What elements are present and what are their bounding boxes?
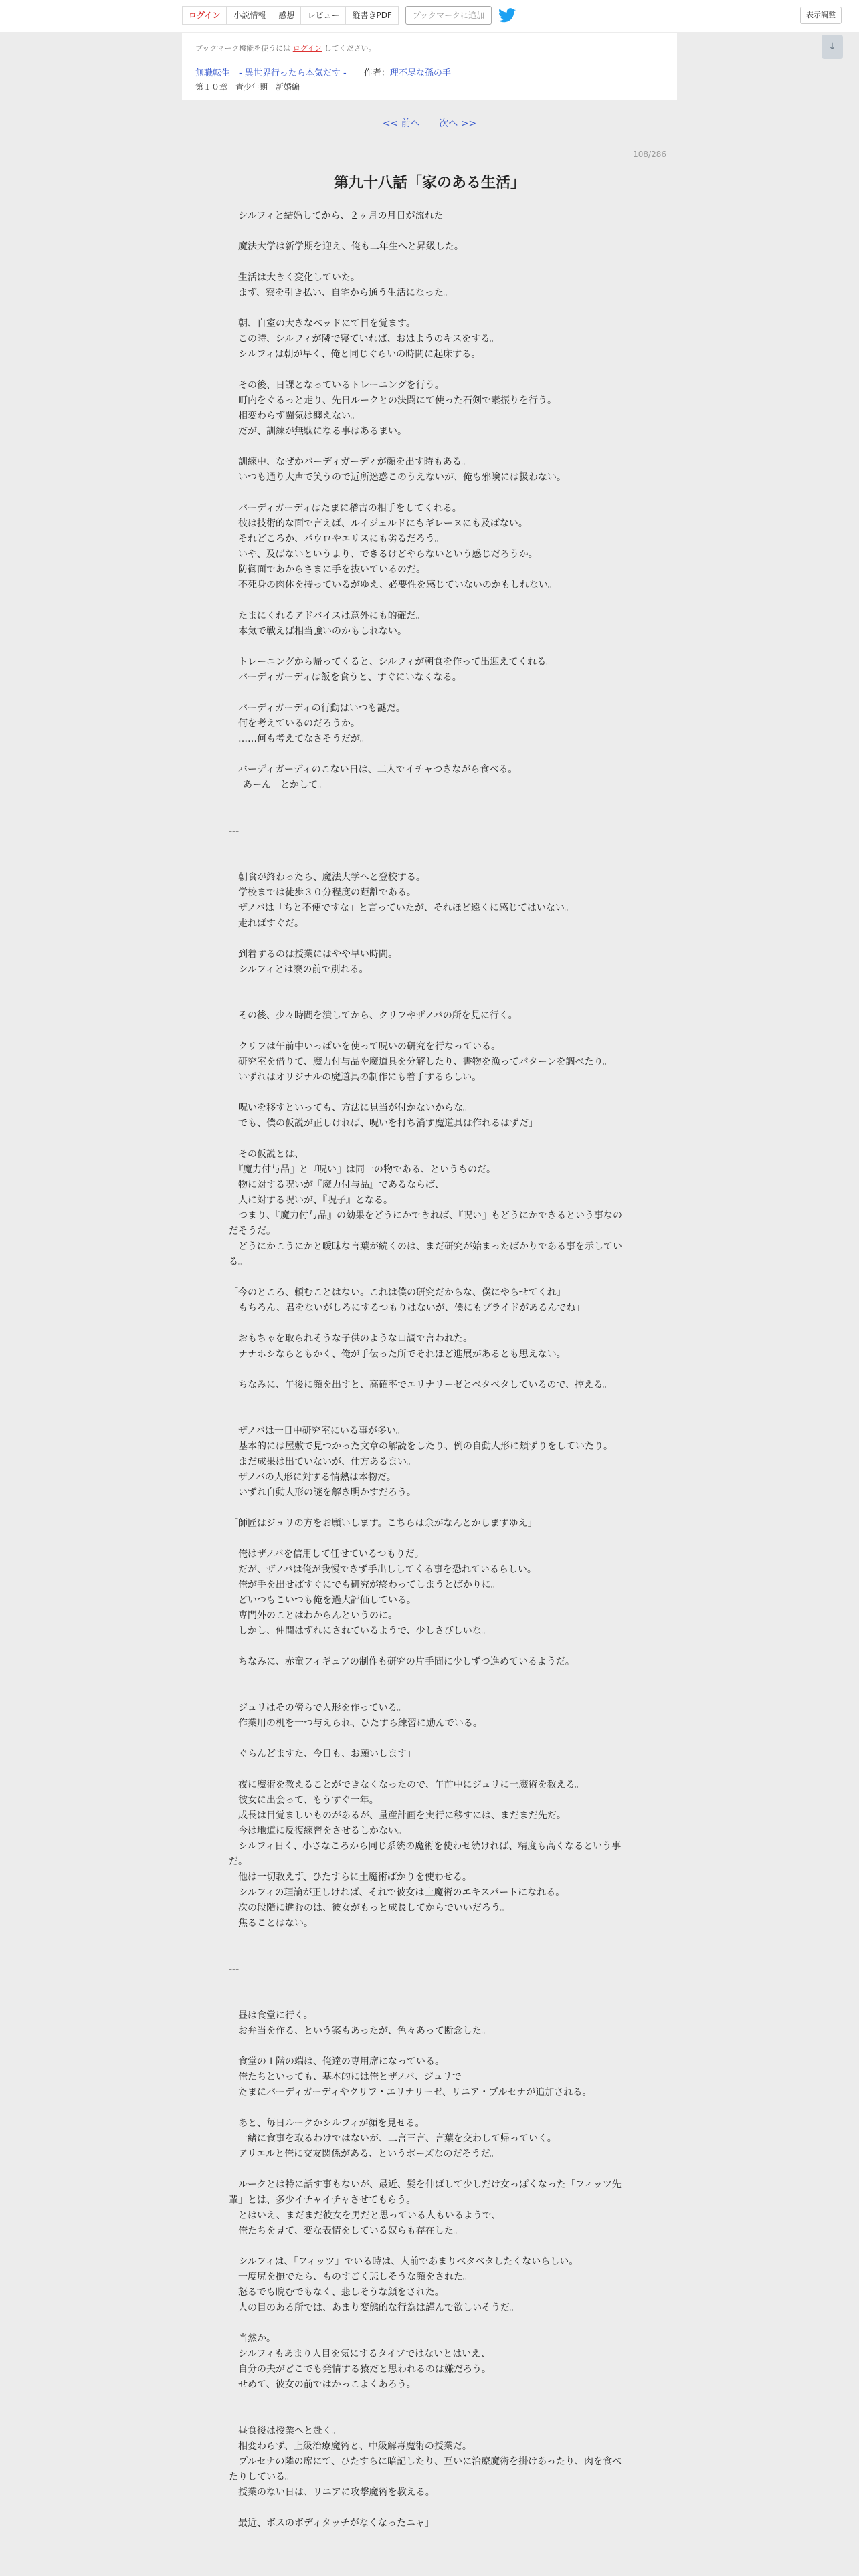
- body-paragraph: 「あーん」とかして。: [229, 780, 327, 790]
- body-paragraph: その仮説とは、: [229, 1149, 304, 1160]
- body-paragraph: だが、ザノバは俺が我慢できず手出ししてくる事を恐れているらしい。: [229, 1564, 537, 1575]
- nav-vertical-pdf[interactable]: 縦書きPDF: [345, 6, 398, 25]
- arrow-down-icon: ↓: [828, 41, 836, 52]
- add-bookmark-button[interactable]: ブックマークに追加: [405, 6, 492, 25]
- body-paragraph: [229, 1977, 630, 1993]
- body-paragraph: 昼は食堂に行く。: [229, 2010, 313, 2021]
- body-paragraph: 不死身の肉体を持っているがゆえ、必要性を感じていないのかもしれない。: [229, 580, 557, 591]
- body-paragraph: [229, 439, 630, 455]
- body-paragraph: 当然か。: [229, 2333, 276, 2344]
- body-paragraph: 相変わらず、上級治療魔術と、中級解毒魔術の授業だ。: [229, 2441, 472, 2452]
- body-paragraph: だが、訓練が無駄になる事はあるまい。: [229, 426, 407, 437]
- section-divider: ---: [229, 1964, 240, 1975]
- body-paragraph: [229, 1316, 630, 1331]
- body-paragraph: [229, 2101, 630, 2116]
- body-paragraph: とはいえ、まだまだ彼女を男だと思っている人もいるようで、: [229, 2210, 501, 2221]
- body-paragraph: 走ればすぐだ。: [229, 918, 304, 929]
- body-paragraph: 『魔力付与品』と『呪い』は同一の物である、というものだ。: [229, 1164, 496, 1175]
- body-paragraph: しかし、仲間はずれにされているようで、少しさびしいな。: [229, 1626, 491, 1636]
- body-paragraph: シルフィもあまり人目を気にするタイプではないとはいえ、: [229, 2349, 491, 2359]
- body-paragraph: [229, 301, 630, 316]
- bookmark-login-note: [195, 43, 376, 53]
- body-paragraph: [229, 2316, 630, 2331]
- body-paragraph: 「今のところ、頼むことはない。これは僕の研究だからな、僕にやらせてくれ」: [229, 1287, 566, 1298]
- body-paragraph: 学校までは徒歩３０分程度の距離である。: [229, 887, 416, 898]
- body-paragraph: ザノバは一日中研究室にいる事が多い。: [229, 1426, 405, 1436]
- nav-login[interactable]: ログイン: [182, 6, 227, 25]
- author-link[interactable]: 理不尽な孫の手: [389, 68, 451, 78]
- novel-title-line: [195, 66, 451, 78]
- body-paragraph: 魔法大学は新学期を迎え、俺も二年生へと昇級した。: [229, 241, 464, 252]
- body-paragraph: 一緒に食事を取るわけではないが、二言三言、言葉を交わして帰っていく。: [229, 2133, 557, 2144]
- body-paragraph: いずれ自動人形の謎を解き明かすだろう。: [229, 1487, 416, 1498]
- body-paragraph: バーディガーディは飯を食うと、すぐにいなくなる。: [229, 672, 462, 683]
- body-paragraph: 焦ることはない。: [229, 1918, 313, 1929]
- body-paragraph: 他は一切教えず、ひたすらに土魔術ばかりを使わせる。: [229, 1872, 472, 1883]
- body-paragraph: シルフィと結婚してから、２ヶ月の月日が流れた。: [229, 211, 453, 221]
- body-paragraph: [229, 1501, 630, 1516]
- top-navigation-bar: [0, 0, 859, 32]
- body-paragraph: [229, 2500, 630, 2516]
- novel-info-box: [182, 33, 677, 100]
- body-paragraph: いつも通り大声で笑うので近所迷惑このうえないが、俺も邪険には扱わない。: [229, 472, 566, 483]
- body-paragraph: 本気で戦えば相当強いのかもしれない。: [229, 626, 407, 637]
- body-paragraph: シルフィ日く、小さなころから同じ系統の魔術を使わせ続ければ、精度も高くなるという事だ。: [229, 1841, 622, 1867]
- body-paragraph: 基本的には屋敷で見つかった文章の解読をしたり、例の自動人形に頬ずりをしていたり。: [229, 1441, 613, 1452]
- body-paragraph: 「ぐらんどますた、今日も、お願いします」: [229, 1749, 416, 1759]
- body-paragraph: [229, 1408, 630, 1424]
- body-paragraph: たまにバーディガーディやクリフ・エリナリーゼ、リニア・プルセナが追加される。: [229, 2087, 592, 2098]
- body-paragraph: ジュリはその傍らで人形を作っている。: [229, 1703, 407, 1713]
- body-paragraph: 彼女に出会って、もうすぐ一年。: [229, 1795, 379, 1806]
- body-paragraph: その後、少々時間を潰してから、クリフやザノバの所を見に行く。: [229, 1010, 518, 1021]
- body-paragraph: 今は地道に反復練習をさせるしかない。: [229, 1826, 407, 1836]
- body-paragraph: おもちゃを取られそうな子供のような口調で言われた。: [229, 1333, 472, 1344]
- body-paragraph: [229, 747, 630, 762]
- body-paragraph: それどころか、パウロやエリスにも劣るだろう。: [229, 534, 444, 544]
- body-paragraph: シルフィは朝が早く、俺と同じぐらいの時間に起床する。: [229, 349, 481, 360]
- body-paragraph: 朝、自室の大きなベッドにて目を覚ます。: [229, 318, 415, 329]
- body-paragraph: 自分の夫がどこでも発情する猿だと思われるのは嫌だろう。: [229, 2364, 491, 2375]
- body-paragraph: トレーニングから帰ってくると、シルフィが朝食を作って出迎えてくれる。: [229, 657, 556, 667]
- twitter-icon[interactable]: [498, 8, 516, 23]
- body-paragraph: 夜に魔術を教えることができなくなったので、午前中にジュリに土魔術を教える。: [229, 1780, 585, 1790]
- section-divider: ---: [229, 826, 240, 837]
- body-paragraph: 研究室を借りて、魔力付与品や魔道具を分解したり、書物を漁ってパターンを調べたり。: [229, 1057, 613, 1067]
- body-paragraph: ちなみに、午後に顔を出すと、高確率でエリナリーゼとベタベタしているので、控える。: [229, 1380, 613, 1390]
- body-paragraph: 次の段階に進むのは、彼女がもっと成長してからでいいだろう。: [229, 1903, 510, 1913]
- body-paragraph: 町内をぐるっと走り、先日ルークとの決闘にて使った石剣で素振りを行う。: [229, 395, 557, 406]
- body-paragraph: [229, 1993, 630, 2008]
- next-page-link[interactable]: 次へ >>: [439, 118, 477, 129]
- body-paragraph: [229, 1393, 630, 1408]
- display-settings-button[interactable]: 表示調整: [800, 7, 842, 24]
- scroll-down-button[interactable]: [822, 35, 843, 59]
- body-paragraph: バーディガーディのこない日は、二人でイチャつきながら食べる。: [229, 764, 518, 775]
- body-paragraph: [229, 1931, 630, 1947]
- body-paragraph: 俺はザノバを信用して任せているつもりだ。: [229, 1549, 424, 1560]
- body-paragraph: [229, 793, 630, 809]
- body-paragraph: [229, 486, 630, 501]
- body-paragraph: せめて、彼女の前ではかっこよくあろう。: [229, 2379, 416, 2390]
- body-paragraph: [229, 809, 630, 824]
- chapter-label: 第１０章 青少年期 新婚編: [195, 82, 300, 92]
- body-paragraph: [229, 1270, 630, 1285]
- body-paragraph: [229, 1670, 630, 1685]
- body-paragraph: どいつもこいつも俺を過大評価している。: [229, 1595, 416, 1606]
- body-paragraph: [229, 1085, 630, 1101]
- body-paragraph: [229, 1024, 630, 1039]
- body-paragraph: 何を考えているのだろうか。: [229, 718, 360, 729]
- body-paragraph: [229, 639, 630, 655]
- body-paragraph: 朝食が終わったら、魔法大学へと登校する。: [229, 872, 425, 883]
- body-paragraph: 相変わらず闘気は纏えない。: [229, 411, 360, 421]
- body-paragraph: バーディガーディはたまに稽古の相手をしてくれる。: [229, 503, 462, 514]
- body-paragraph: [229, 1685, 630, 1701]
- page-count: 108/286: [633, 150, 666, 159]
- body-paragraph: [229, 932, 630, 947]
- body-paragraph: [229, 1362, 630, 1378]
- body-paragraph: [229, 2039, 630, 2054]
- body-paragraph: ザノバは「ちと不便ですな」と言っていたが、それほど遠くに感じてはいない。: [229, 903, 574, 914]
- body-paragraph: ちなみに、赤竜フィギュアの制作も研究の片手間に少しずつ進めているようだ。: [229, 1656, 575, 1667]
- body-paragraph: [229, 2239, 630, 2254]
- note-suffix: してください。: [324, 44, 376, 53]
- nav-reviews[interactable]: レビュー: [300, 6, 345, 25]
- body-paragraph: プルセナの隣の席にて、ひたすらに暗記したり、互いに治療魔術を掛けあったり、肉を食べたりしている。: [229, 2456, 622, 2482]
- body-paragraph: その後、日課となっているトレーニングを行う。: [229, 380, 444, 391]
- body-paragraph: 怒るでも睨むでもなく、悲しそうな顔をされた。: [229, 2287, 444, 2298]
- body-paragraph: 生活は大きく変化していた。: [229, 272, 360, 283]
- body-paragraph: [229, 1762, 630, 1778]
- note-prefix: ブックマーク機能を使うには: [195, 44, 291, 53]
- body-paragraph: この時、シルフィが隣で寝ていれば、おはようのキスをする。: [229, 334, 500, 344]
- body-paragraph: いや、及ばないというより、できるけどやらないという感じだろうか。: [229, 549, 538, 560]
- body-paragraph: [229, 1639, 630, 1654]
- body-paragraph: 防御面であからさまに手を抜いているのだ。: [229, 564, 425, 575]
- body-paragraph: いずれはオリジナルの魔道具の制作にも着手するらしい。: [229, 1072, 482, 1083]
- body-paragraph: 彼は技術的な面で言えば、ルイジェルドにもギレーヌにも及ばない。: [229, 518, 528, 529]
- body-paragraph: ナナホシならともかく、俺が手伝った所でそれほど進展があるとも思えない。: [229, 1349, 566, 1360]
- body-paragraph: [229, 993, 630, 1008]
- body-paragraph: シルフィとは寮の前で別れる。: [229, 964, 369, 975]
- body-paragraph: 専門外のことはわからんというのに。: [229, 1610, 397, 1621]
- body-paragraph: バーディガーディの行動はいつも謎だ。: [229, 703, 405, 714]
- body-paragraph: 俺が手を出せばすぐにでも研究が終わってしまうとばかりに。: [229, 1580, 500, 1590]
- body-paragraph: シルフィは、「フィッツ」でいる時は、人前であまりベタベタしたくないらしい。: [229, 2256, 579, 2267]
- body-paragraph: 俺たちといっても、基本的には俺とザノバ、ジュリで。: [229, 2072, 471, 2082]
- body-paragraph: アリエルと俺に交友関係がある、というポーズなのだそうだ。: [229, 2149, 500, 2159]
- body-paragraph: [229, 362, 630, 378]
- body-paragraph: 昼食後は授業へと赴く。: [229, 2426, 341, 2436]
- body-paragraph: たまにくれるアドバイスは意外にも的確だ。: [229, 611, 425, 621]
- body-paragraph: [229, 1947, 630, 1962]
- body-paragraph: [229, 2393, 630, 2408]
- body-paragraph: 「師匠はジュリの方をお願いします。こちらは余がなんとかしますゆえ」: [229, 1518, 537, 1529]
- pager: [0, 116, 859, 130]
- body-paragraph: [229, 255, 630, 270]
- body-paragraph: 物に対する呪いが『魔力付与品』であるならば、: [229, 1180, 444, 1190]
- body-paragraph: もちろん、君をないがしろにするつもりはないが、僕にもプライドがあるんでね」: [229, 1303, 585, 1313]
- body-paragraph: 成長は目覚ましいものがあるが、量産計画を実行に移すには、まだまだ先だ。: [229, 1810, 566, 1821]
- body-paragraph: [229, 593, 630, 609]
- body-paragraph: ……何も考えてなさそうだが。: [229, 734, 369, 744]
- chapter-title: 第九十八話「家のある生活」: [333, 175, 525, 191]
- body-paragraph: [229, 1531, 630, 1547]
- body-paragraph: でも、僕の仮説が正しければ、呪いを打ち消す魔道具は作れるはずだ」: [229, 1118, 538, 1129]
- body-paragraph: どうにかこうにかと曖昧な言葉が続くのは、まだ研究が始まったばかりである事を示している。: [229, 1241, 622, 1267]
- body-paragraph: 俺たちを見て、変な表情をしている奴らも存在した。: [229, 2226, 463, 2236]
- body-paragraph: [229, 224, 630, 239]
- nav-menu: [182, 6, 516, 25]
- body-paragraph: [229, 2408, 630, 2424]
- body-paragraph: まず、寮を引き払い、自宅から通う生活になった。: [229, 288, 453, 298]
- body-paragraph: クリフは午前中いっぱいを使って呪いの研究を行なっている。: [229, 1041, 500, 1052]
- prev-page-link[interactable]: << 前へ: [382, 118, 420, 129]
- body-paragraph: 人の目のある所では、あまり変態的な行為は謹んで欲しいそうだ。: [229, 2302, 519, 2313]
- body-paragraph: シルフィの理論が正しければ、それで彼女は土魔術のエキスパートになれる。: [229, 1887, 565, 1898]
- author-label: 作者：: [363, 68, 390, 78]
- body-paragraph: 授業のない日は、リニアに攻撃魔術を教える。: [229, 2487, 435, 2498]
- body-paragraph: [229, 1731, 630, 1747]
- body-paragraph: まだ成果は出ていないが、仕方あるまい。: [229, 1457, 416, 1467]
- body-paragraph: ザノバの人形に対する情熱は本物だ。: [229, 1472, 396, 1483]
- body-paragraph: 一度尻を撫でたら、ものすごく悲しそうな顔をされた。: [229, 2272, 472, 2282]
- body-paragraph: 食堂の１階の端は、俺達の専用席になっている。: [229, 2056, 444, 2067]
- body-paragraph: 「最近、ボスのボディタッチがなくなったニャ」: [229, 2518, 434, 2529]
- body-paragraph: [229, 2162, 630, 2177]
- body-paragraph: あと、毎日ルークかシルフィが顔を見せる。: [229, 2118, 425, 2129]
- body-paragraph: ルークとは特に話す事もないが、最近、髪を伸ばして少しだけ女っぽくなった「フィッツ先輩」とは、多少イチャイチャさせてもらう。: [229, 2179, 622, 2206]
- login-link[interactable]: ログイン: [292, 44, 322, 53]
- body-paragraph: 到着するのは授業にはやや早い時間。: [229, 949, 397, 960]
- body-paragraph: つまり、『魔力付与品』の効果をどうにかできれば、『呪い』もどうにかできるという事なのだそうだ。: [229, 1210, 622, 1237]
- body-paragraph: 「呪いを移すといっても、方法に見当が付かないからな。: [229, 1103, 472, 1113]
- body-paragraph: [229, 685, 630, 701]
- novel-body: [229, 209, 630, 2531]
- body-paragraph: [229, 839, 630, 855]
- body-paragraph: 人に対する呪いが、『呪子』となる。: [229, 1195, 393, 1206]
- nav-impressions[interactable]: 感想: [272, 6, 300, 25]
- body-paragraph: [229, 1132, 630, 1147]
- body-paragraph: 作業用の机を一つ与えられ、ひたすら練習に励んでいる。: [229, 1718, 482, 1729]
- novel-title-link[interactable]: 無職転生 - 異世界行ったら本気だす -: [195, 68, 347, 78]
- body-paragraph: [229, 855, 630, 870]
- body-paragraph: 訓練中、なぜかバーディガーディが顔を出す時もある。: [229, 457, 471, 467]
- body-paragraph: [229, 978, 630, 993]
- body-paragraph: お弁当を作る、という案もあったが、色々あって断念した。: [229, 2026, 491, 2036]
- nav-novel-info[interactable]: 小説情報: [227, 6, 272, 25]
